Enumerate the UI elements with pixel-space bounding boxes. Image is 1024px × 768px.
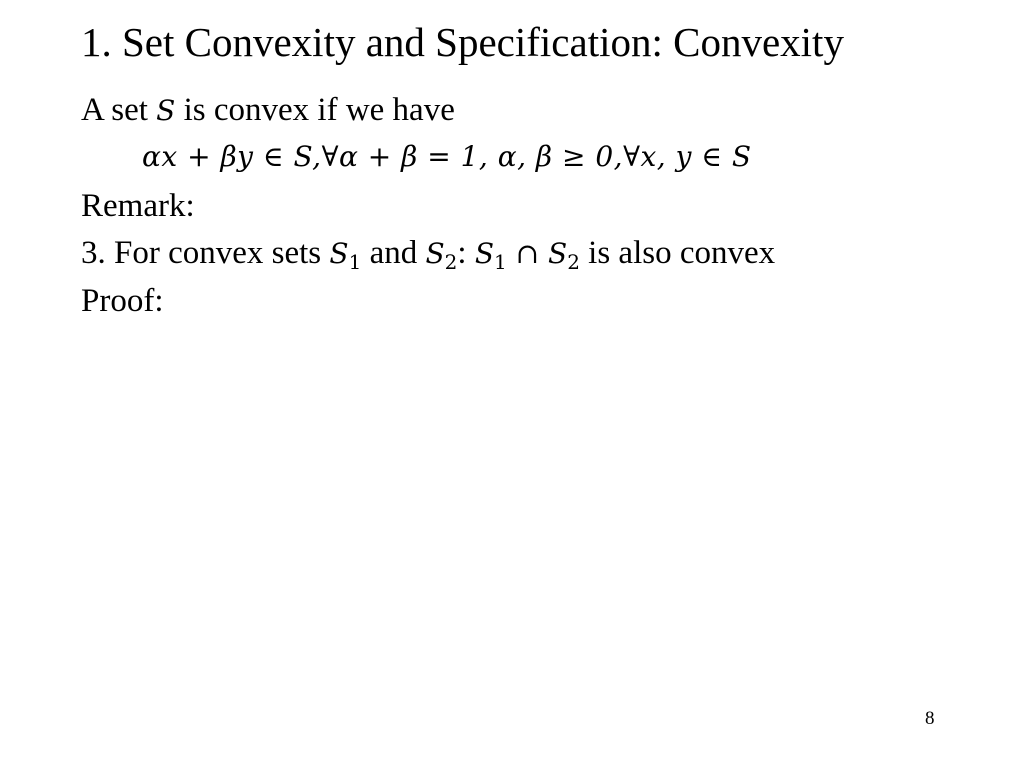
convexity-definition (81, 88, 455, 133)
intersection-s1-subscript: 1 (494, 250, 507, 274)
set-s1: S (329, 237, 349, 270)
remark-label: Remark: (81, 188, 195, 224)
definition-suffix: is convex if we have (175, 92, 455, 128)
page-number: 8 (925, 708, 935, 729)
intersection-s2: S (548, 237, 568, 270)
proof-label: Proof: (81, 283, 164, 319)
set-s2-subscript: 2 (444, 250, 458, 274)
statement-prefix: 3. For convex sets (81, 235, 330, 271)
convexity-formula: αx + βy ∈ S,∀α + β = 1, α, β ≥ 0,∀x, y ∈ S (142, 140, 752, 173)
set-s2: S (425, 237, 445, 270)
intersection-s2-subscript: 2 (567, 250, 580, 274)
set-s1-subscript: 1 (348, 250, 362, 274)
set-symbol: S (156, 94, 176, 127)
statement-colon: : (457, 235, 475, 271)
intersection-symbol: ∩ (506, 237, 548, 270)
slide-title: 1. Set Convexity and Specification: Convexity (81, 19, 844, 65)
statement-and: and (361, 235, 426, 271)
definition-prefix: A set (81, 92, 157, 128)
statement-suffix: is also convex (579, 235, 776, 271)
remark-statement (81, 231, 775, 284)
intersection-s1: S (474, 237, 494, 270)
